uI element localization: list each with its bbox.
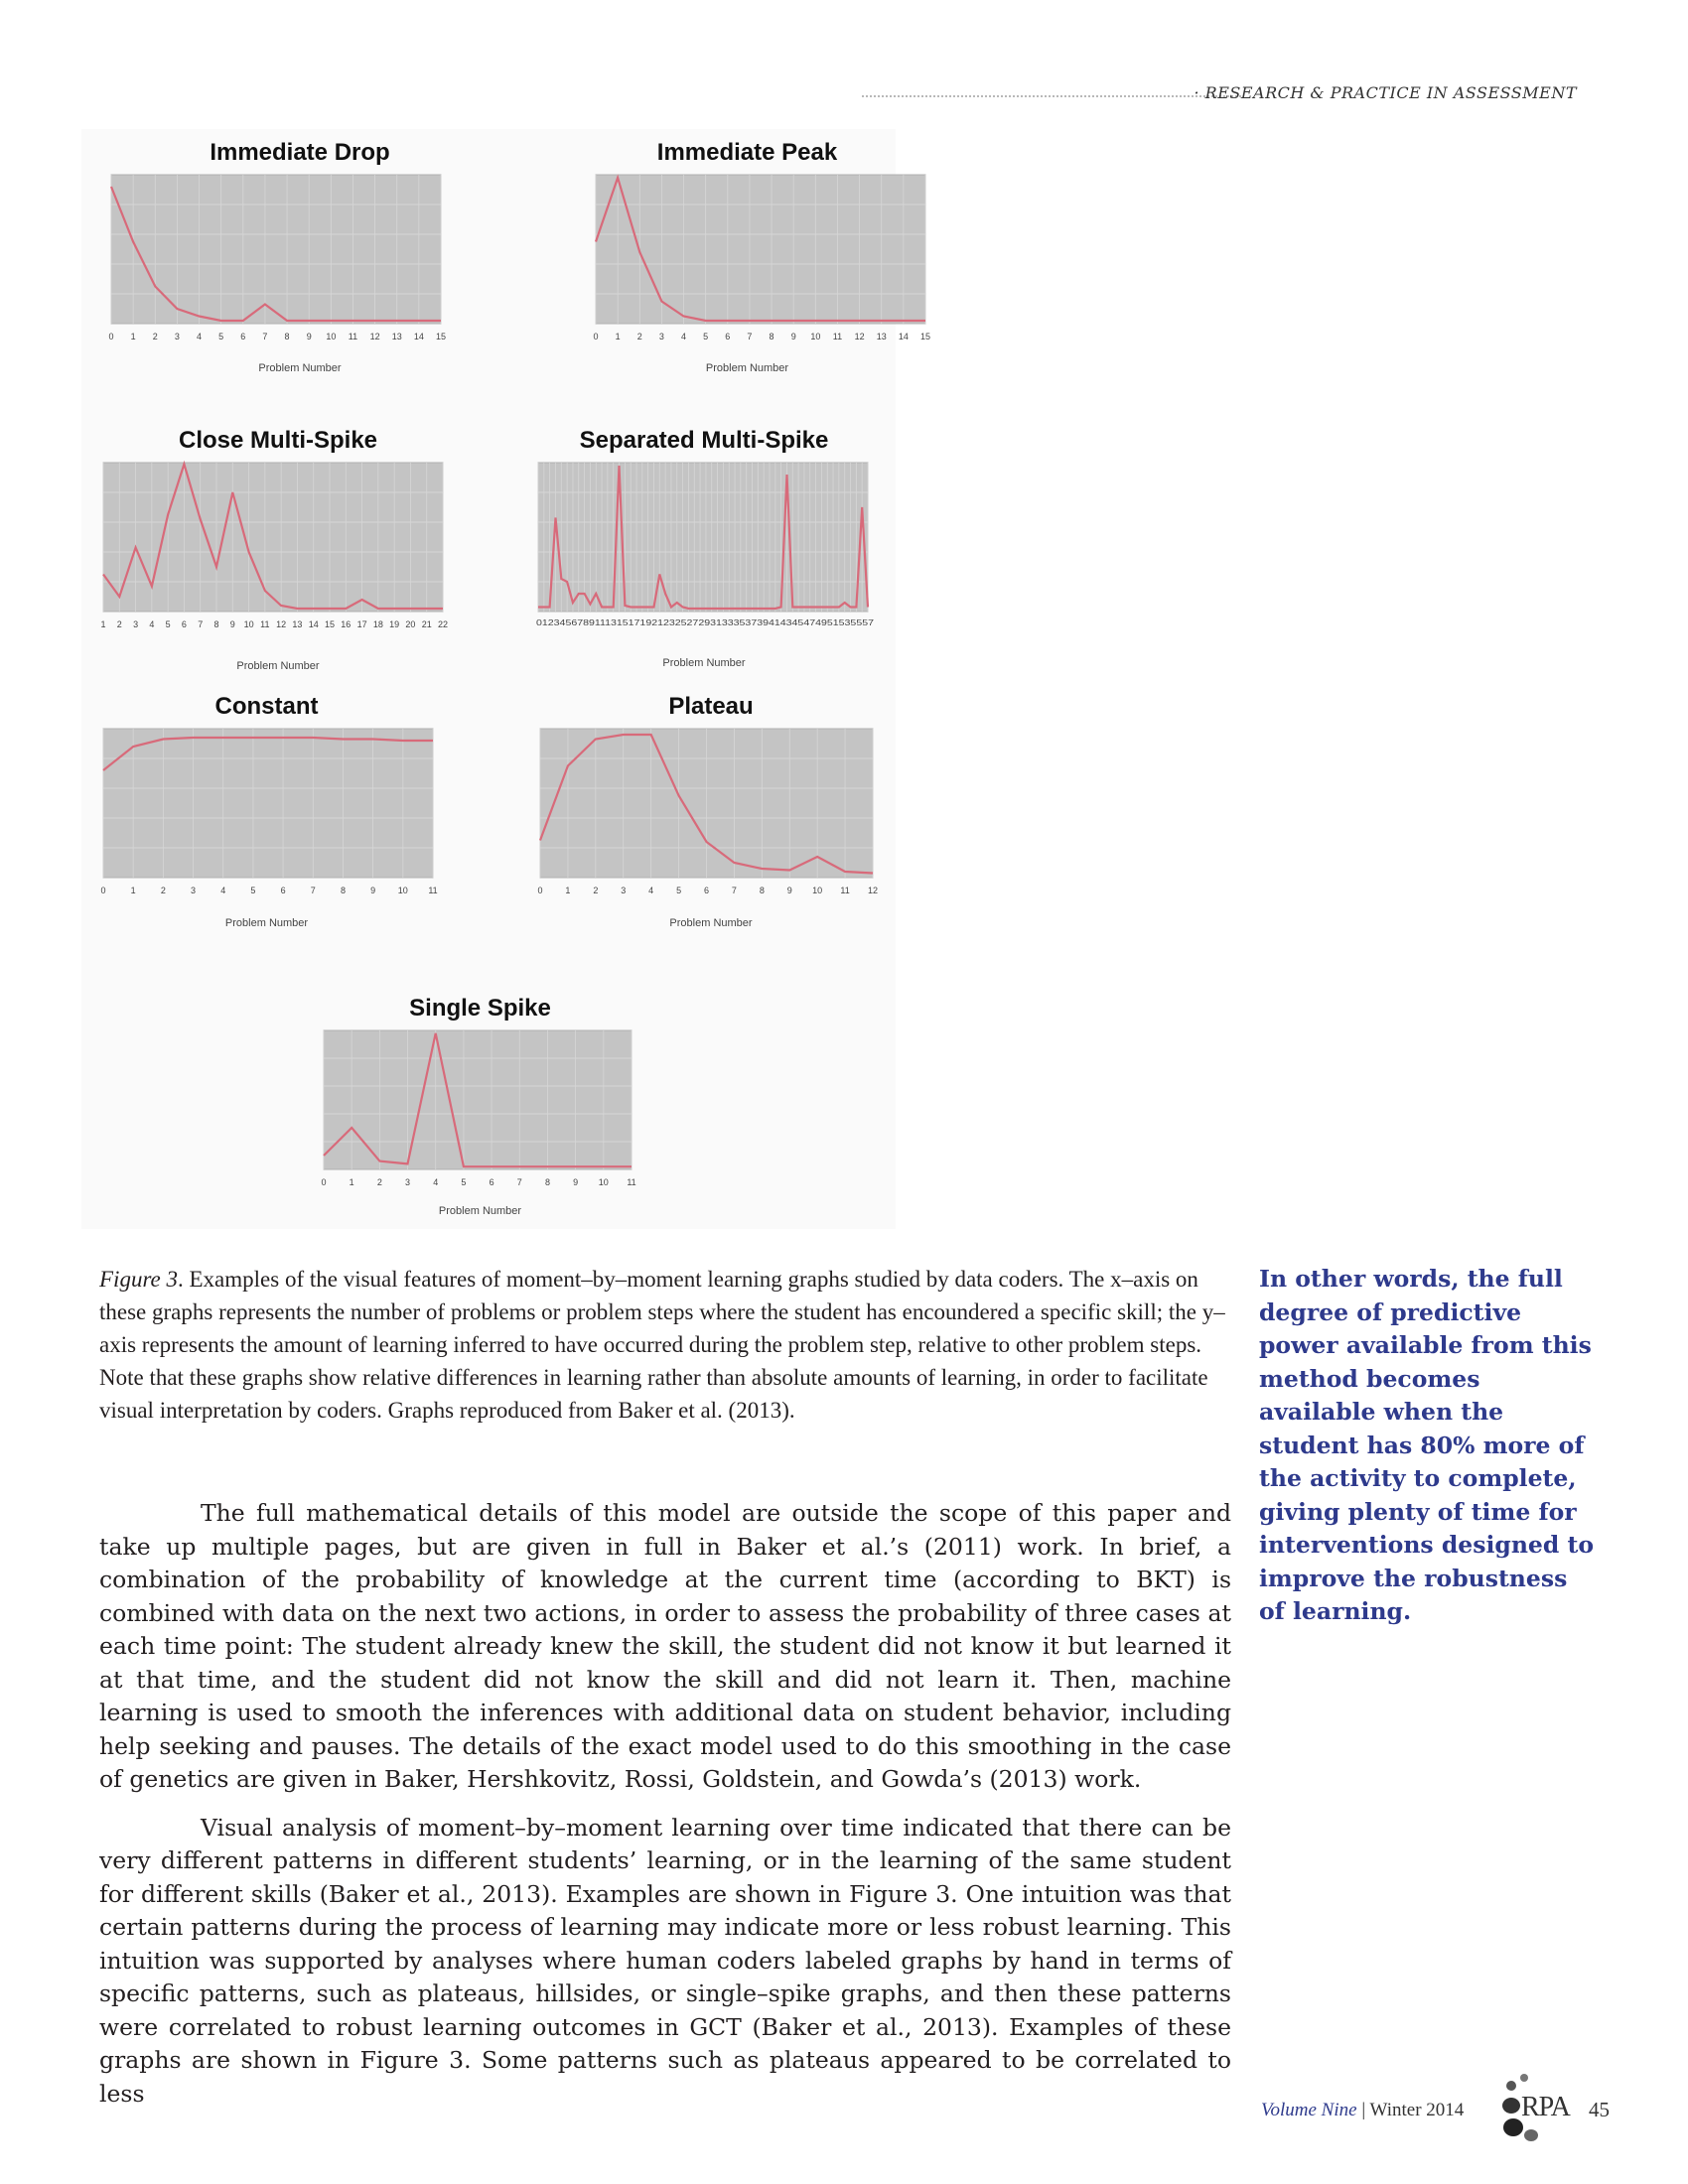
pull-quote: In other words, the full degree of predictive power available from this method becomes available when the student has 80% more of the activity to complete, giving plenty of time for interventions designed to improve the robustness of learning. — [1259, 1265, 1594, 1625]
tick-label: 3 — [405, 1177, 411, 1187]
header-dotted-rule — [862, 95, 1241, 97]
volume-label: Volume Nine — [1261, 2100, 1357, 2120]
chart-svg — [95, 729, 443, 917]
tick-label: 13 — [876, 332, 887, 341]
tick-label: 6 — [280, 886, 286, 895]
tick-label: 22 — [437, 619, 449, 629]
running-header — [862, 83, 1577, 103]
footer-issue — [1261, 2100, 1464, 2121]
tick-label: 6 — [703, 886, 710, 895]
chart-title: Separated Multi-Spike — [579, 427, 829, 454]
tick-label: 5 — [703, 332, 709, 341]
tick-label: 4 — [433, 1177, 439, 1187]
tick-label: 8 — [213, 619, 219, 629]
paragraph: The full mathematical details of this model are outside the scope of this paper and take up multiple pages, but are given in full in Baker et al.’s (2011) work. In brief, a combination of the probability of knowledge at the current time (according to BKT) is combined with data on the next two actions, in order to assess the probability of three cases at each time point: The student already knew the skill, the student did not know it but learned it at that time, and the student did not know the skill and did not learn it. Then, machine learning is used to smooth the inferences with additional data on student behavior, including help seeking and pauses. The details of the exact model used to do this smoothing in the case of genetics are given in Baker, Hershkovitz, Rossi, Goldstein, and Gowda’s (2013) work. — [99, 1499, 1231, 1793]
tick-label: 13 — [391, 332, 402, 341]
separator: | — [1356, 2100, 1370, 2120]
tick-label: 9 — [370, 886, 376, 895]
chart-separated-multi-spike — [530, 427, 878, 675]
tick-label: 19 — [389, 619, 400, 629]
tick-label: 5 — [676, 886, 682, 895]
tick-label: 14 — [413, 332, 424, 341]
tick-label: 1 — [565, 886, 571, 895]
chart-title: Immediate Drop — [210, 139, 390, 166]
tick-label: 2 — [376, 1177, 382, 1187]
tick-label: 6 — [240, 332, 246, 341]
tick-label: 13 — [292, 619, 303, 629]
caption-text: . Examples of the visual features of moment–by–moment learning graphs studied by data coders. The x–axis on these graphs represents the number of problems or problem steps where the student has encoundered a specific skill; the y–axis represents the amount of learning inferred to have occurred during the problem step, relative to other problem steps. Note that these graphs show relative differences in learning rather than absolute amounts of learning, in order to facilitate visual interpretation by coders. Graphs reproduced from Baker et al. (2013). — [99, 1267, 1225, 1423]
running-title: · RESEARCH & PRACTICE IN ASSESSMENT — [1194, 83, 1577, 102]
x-axis-label: Problem Number — [258, 362, 342, 374]
paragraph: Visual analysis of moment–by–moment learning over time indicated that there can be very different patterns in different students’ learning, or in the learning of the same student for different skills (Baker et al., 2013). Examples are shown in Figure 3. One intuition was that certain patterns during the process of learning may indicate more or less robust learning. This intuition was supported by analyses where human coders labeled graphs by hand in terms of specific patterns, such as plateaus, hillsides, or single–spike graphs, and then these patterns were correlated to robust learning outcomes in GCT (Baker et al., 2013). Examples of these graphs are shown in Figure 3. Some patterns such as plateaus appeared to be correlated to less — [99, 1813, 1231, 2108]
tick-label: 11 — [428, 886, 438, 895]
tick-label: 11 — [840, 886, 850, 895]
chart-plateau — [532, 693, 890, 941]
chart-title: Immediate Peak — [656, 139, 838, 166]
tick-label: 20 — [405, 619, 416, 629]
tick-label: 4 — [197, 332, 203, 341]
chart-title: Close Multi-Spike — [178, 427, 378, 454]
chart-single-spike — [314, 995, 646, 1243]
tick-label: 10 — [812, 886, 823, 895]
tick-label: 10 — [326, 332, 337, 341]
tick-label: 7 — [198, 619, 204, 629]
tick-label: 0 — [537, 886, 543, 895]
tick-label: 9 — [306, 332, 312, 341]
chart-immediate-peak — [536, 139, 958, 387]
tick-label: 1 — [615, 332, 621, 341]
chart-svg — [101, 175, 451, 363]
tick-label: 4 — [220, 886, 226, 895]
chart-svg — [95, 463, 453, 651]
tick-label: 7 — [747, 332, 753, 341]
tick-label: 0123456789111315171921232527293133353739414345474951535557 — [536, 618, 875, 627]
tick-label: 15 — [324, 619, 336, 629]
x-axis-label: Problem Number — [705, 362, 789, 374]
chart-title: Plateau — [668, 693, 754, 720]
tick-label: 8 — [544, 1177, 550, 1187]
x-axis-label: Problem Number — [236, 660, 320, 672]
season-label: Winter 2014 — [1369, 2100, 1465, 2120]
tick-label: 1 — [130, 332, 136, 341]
tick-label: 2 — [152, 332, 158, 341]
tick-label: 2 — [593, 886, 599, 895]
tick-label: 2 — [116, 619, 122, 629]
plot-area — [111, 175, 441, 324]
body-text — [99, 1497, 1231, 2125]
tick-label: 8 — [340, 886, 346, 895]
tick-label: 7 — [262, 332, 268, 341]
tick-label: 7 — [731, 886, 737, 895]
tick-label: 17 — [356, 619, 367, 629]
tick-label: 0 — [100, 886, 106, 895]
chart-svg — [536, 175, 935, 363]
tick-label: 8 — [769, 332, 774, 341]
tick-label: 7 — [516, 1177, 522, 1187]
tick-label: 5 — [461, 1177, 467, 1187]
logo-text: RPA — [1521, 2092, 1570, 2122]
chart-title: Constant — [214, 693, 319, 720]
plot-area — [596, 175, 925, 324]
tick-label: 1 — [100, 619, 106, 629]
chart-svg — [314, 1030, 641, 1209]
tick-label: 6 — [725, 332, 731, 341]
tick-label: 10 — [598, 1177, 609, 1187]
chart-constant — [95, 693, 438, 941]
plot-area — [538, 463, 868, 612]
tick-label: 12 — [867, 886, 879, 895]
tick-label: 12 — [854, 332, 865, 341]
tick-label: 3 — [658, 332, 664, 341]
tick-label: 11 — [627, 1177, 636, 1187]
tick-label: 10 — [243, 619, 254, 629]
x-axis-label: Problem Number — [224, 917, 309, 929]
chart-close-multi-spike — [95, 427, 461, 675]
tick-label: 1 — [130, 886, 136, 895]
tick-label: 21 — [421, 619, 432, 629]
tick-label: 3 — [133, 619, 139, 629]
tick-label: 6 — [181, 619, 187, 629]
tick-label: 3 — [191, 886, 197, 895]
figure-3 — [81, 129, 931, 1229]
tick-label: 9 — [786, 886, 792, 895]
tick-label: 12 — [276, 619, 287, 629]
tick-label: 4 — [149, 619, 155, 629]
tick-label: 14 — [308, 619, 319, 629]
tick-label: 5 — [218, 332, 224, 341]
chart-title: Single Spike — [409, 995, 551, 1022]
tick-label: 6 — [489, 1177, 494, 1187]
tick-label: 9 — [229, 619, 235, 629]
tick-label: 15 — [435, 332, 447, 341]
tick-label: 8 — [284, 332, 290, 341]
tick-label: 18 — [372, 619, 383, 629]
page-number: 45 — [1589, 2098, 1610, 2121]
chart-svg — [530, 463, 878, 651]
tick-label: 11 — [260, 619, 270, 629]
tick-label: 2 — [160, 886, 166, 895]
tick-label: 11 — [832, 332, 843, 341]
tick-label: 9 — [573, 1177, 579, 1187]
page-footer — [1261, 2090, 1618, 2149]
tick-label: 16 — [341, 619, 352, 629]
tick-label: 7 — [310, 886, 316, 895]
figure-label: Figure 3 — [99, 1267, 178, 1292]
x-axis-label: Problem Number — [438, 1205, 522, 1217]
tick-label: 4 — [648, 886, 654, 895]
tick-label: 2 — [636, 332, 642, 341]
chart-svg — [532, 729, 883, 917]
tick-label: 5 — [165, 619, 171, 629]
tick-label: 4 — [681, 332, 687, 341]
tick-label: 8 — [759, 886, 765, 895]
x-axis-label: Problem Number — [669, 917, 753, 929]
plot-area — [103, 463, 443, 612]
tick-label: 11 — [348, 332, 358, 341]
x-axis-label: Problem Number — [662, 657, 746, 669]
tick-label: 10 — [397, 886, 408, 895]
tick-label: 3 — [621, 886, 627, 895]
plot-area — [103, 729, 433, 878]
tick-label: 0 — [321, 1177, 327, 1187]
tick-label: 9 — [790, 332, 796, 341]
tick-label: 15 — [919, 332, 931, 341]
tick-label: 1 — [349, 1177, 354, 1187]
tick-label: 0 — [593, 332, 599, 341]
tick-label: 0 — [108, 332, 114, 341]
figure-caption — [99, 1263, 1231, 1427]
tick-label: 12 — [369, 332, 380, 341]
tick-label: 10 — [810, 332, 821, 341]
tick-label: 3 — [174, 332, 180, 341]
tick-label: 5 — [250, 886, 256, 895]
tick-label: 14 — [898, 332, 909, 341]
chart-immediate-drop — [101, 139, 498, 387]
